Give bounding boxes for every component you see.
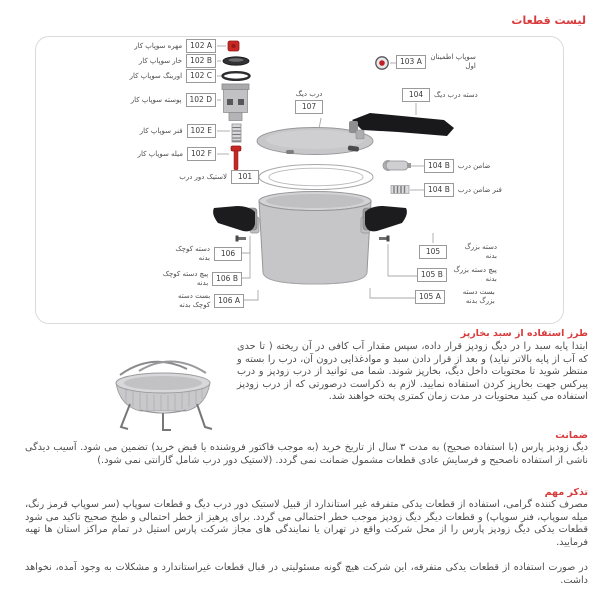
section-warranty-heading: ضمانت (555, 430, 588, 441)
label-104b-latch-text: ضامن درب (457, 161, 491, 170)
part-working-valve-nut (228, 41, 239, 51)
label-105a-code: 105 A (415, 290, 445, 304)
steamer-basket-image (116, 361, 212, 430)
part-lid-latch (383, 161, 411, 171)
section-warranty-body: دیگ زودپز پارس (با استفاده صحیح) به مدت ۳ سال از تاریخ خرید (به موجب فاکتور فروشنده یا قبض خرید) تضمین می شود. آسیب دیدگی ناشی از استفاده ناصحیح و فرسایش عادی قطعات مشمول ضمانت نمی گردد. (لاستیک دور درب شامل گارانتی نمی شود.) (25, 442, 588, 466)
label-105b (417, 266, 497, 283)
label-106a-code: 106 A (214, 294, 244, 308)
label-106 (152, 245, 242, 262)
label-105 (419, 243, 497, 260)
label-102e (40, 124, 216, 138)
label-104 (402, 88, 478, 102)
label-107-code: 107 (295, 100, 323, 114)
part-first-safety-valve (376, 57, 388, 69)
label-106-text: دسته کوچک بدنه (175, 245, 210, 262)
part-big-body-handle (363, 206, 407, 231)
label-105b-code: 105 B (417, 268, 447, 282)
label-107 (295, 90, 323, 114)
part-working-valve-spring (232, 124, 241, 142)
label-101-code: 101 (231, 170, 259, 184)
label-104b-spring-text: فنر ضامن درب (457, 185, 502, 194)
label-102d (40, 93, 216, 107)
label-101 (150, 170, 259, 184)
label-103a-text: سوپاپ اطمینان اول (430, 53, 476, 70)
label-102e-text: فنر سوپاپ کار (139, 126, 183, 135)
label-104b-latch (424, 159, 490, 173)
label-102e-code: 102 E (187, 124, 216, 138)
label-102f-text: میله سوپاپ کار (137, 149, 183, 158)
label-105b-text: پیچ دسته بزرگ بدنه (453, 266, 497, 283)
label-105a-text: بست دسته بزرگ بدنه (462, 288, 495, 305)
section-notice-body: مصرف کننده گرامی، استفاده از قطعات یدکی متفرقه غیر استاندارد از قبیل لاستیک دور درب دیگ و قطعات سوپاپ (سر سوپاپ قرمز رنگ، میله سوپاپ، فنر سوپاپ) و قطعات دیگر دیگ زودپز موجب خطر احتمالی می گردد. برای پرهیز از خطر احتمالی و طبخ صحیح تاکید می شود قطعات یدکی دیگ زودپز پارس را از محل شرکت واقع در تهران یا نمایندگی های مجاز شرکت پارس استیل در تمام مراکز استان ها تهیه فرمایید. (25, 499, 588, 548)
label-102f-code: 102 F (187, 147, 216, 161)
section-steamer-heading: طرز استفاده از سبد بخارپز (460, 328, 588, 339)
label-102b (40, 54, 216, 68)
part-lid-gasket (259, 165, 373, 190)
label-102c-text: اورینگ سوپاپ کار (129, 71, 183, 80)
label-106b-code: 106 B (212, 272, 242, 286)
label-102a-code: 102 A (186, 39, 216, 53)
label-107-text: درب دیگ (295, 90, 323, 98)
section-notice-note: در صورت استفاده از قطعات یدکی متفرقه، این شرکت هیچ گونه مسئولیتی در قبال قطعات غیراستاندارد و مشکلات به وجود آمده، نخواهد داشت. (25, 562, 588, 586)
label-103a (396, 53, 476, 70)
part-working-valve-clip (223, 57, 249, 65)
label-102a-text: مهره سوپاپ کار (134, 41, 183, 50)
label-106b (152, 270, 242, 287)
label-102c-code: 102 C (186, 69, 216, 83)
label-106a (152, 292, 244, 309)
label-103a-code: 103 A (396, 55, 426, 69)
label-105-code: 105 (419, 245, 447, 259)
part-pot-body (250, 192, 371, 285)
page-title: لیست قطعات (511, 14, 586, 27)
label-102b-text: خار سوپاپ کار (138, 56, 183, 65)
part-working-valve-housing (222, 84, 249, 121)
label-104b-latch-code: 104 B (424, 159, 454, 173)
label-104-code: 104 (402, 88, 430, 102)
part-working-valve-oring (223, 72, 250, 80)
label-102a (40, 39, 216, 53)
part-latch-spring (391, 186, 409, 194)
label-105a (415, 288, 495, 305)
label-102c (40, 69, 216, 83)
label-102d-text: پوسته سوپاپ کار (130, 95, 182, 104)
label-102d-code: 102 D (186, 93, 216, 107)
section-steamer-body: ابتدا پایه سبد را در دیگ زودپز قرار داده، سپس مقدار آب کافی در آن ریخته ( تا حدی که آب از پایه بالاتر نیاید) و بعد از قرار دادن سبد و موادغذایی درون آن، درب را بسته و منتظر شوید تا محتویات داخل دیگ، بخارپز شوند. شما می توانید از درب زودپز و درب پیرکس جهت بخارپز کردن استفاده نمایید. لازم به ذکراست درصورتی که از درب زودپز استفاده می کنید محتویات در مدت زمان کمتری پخته خواهند شد. (237, 341, 588, 403)
label-106-code: 106 (214, 247, 242, 261)
label-106b-text: پیچ دسته کوچک بدنه (162, 270, 209, 287)
label-104-text: دسته درب دیگ (434, 90, 478, 99)
label-102b-code: 102 B (186, 54, 216, 68)
label-106a-text: بست دسته کوچک بدنه (178, 292, 211, 309)
label-101-text: لاستیک دور درب (179, 172, 227, 181)
label-104b-spring (424, 183, 502, 197)
part-small-body-handle (213, 206, 257, 231)
part-handle-screw-left (236, 236, 247, 242)
section-notice-heading: تذکر مهم (544, 487, 588, 498)
label-104b-spring-code: 104 B (424, 183, 454, 197)
part-handle-screw-right (379, 236, 390, 242)
label-102f (40, 147, 216, 161)
label-105-text: دسته بزرگ بدنه (464, 243, 497, 260)
